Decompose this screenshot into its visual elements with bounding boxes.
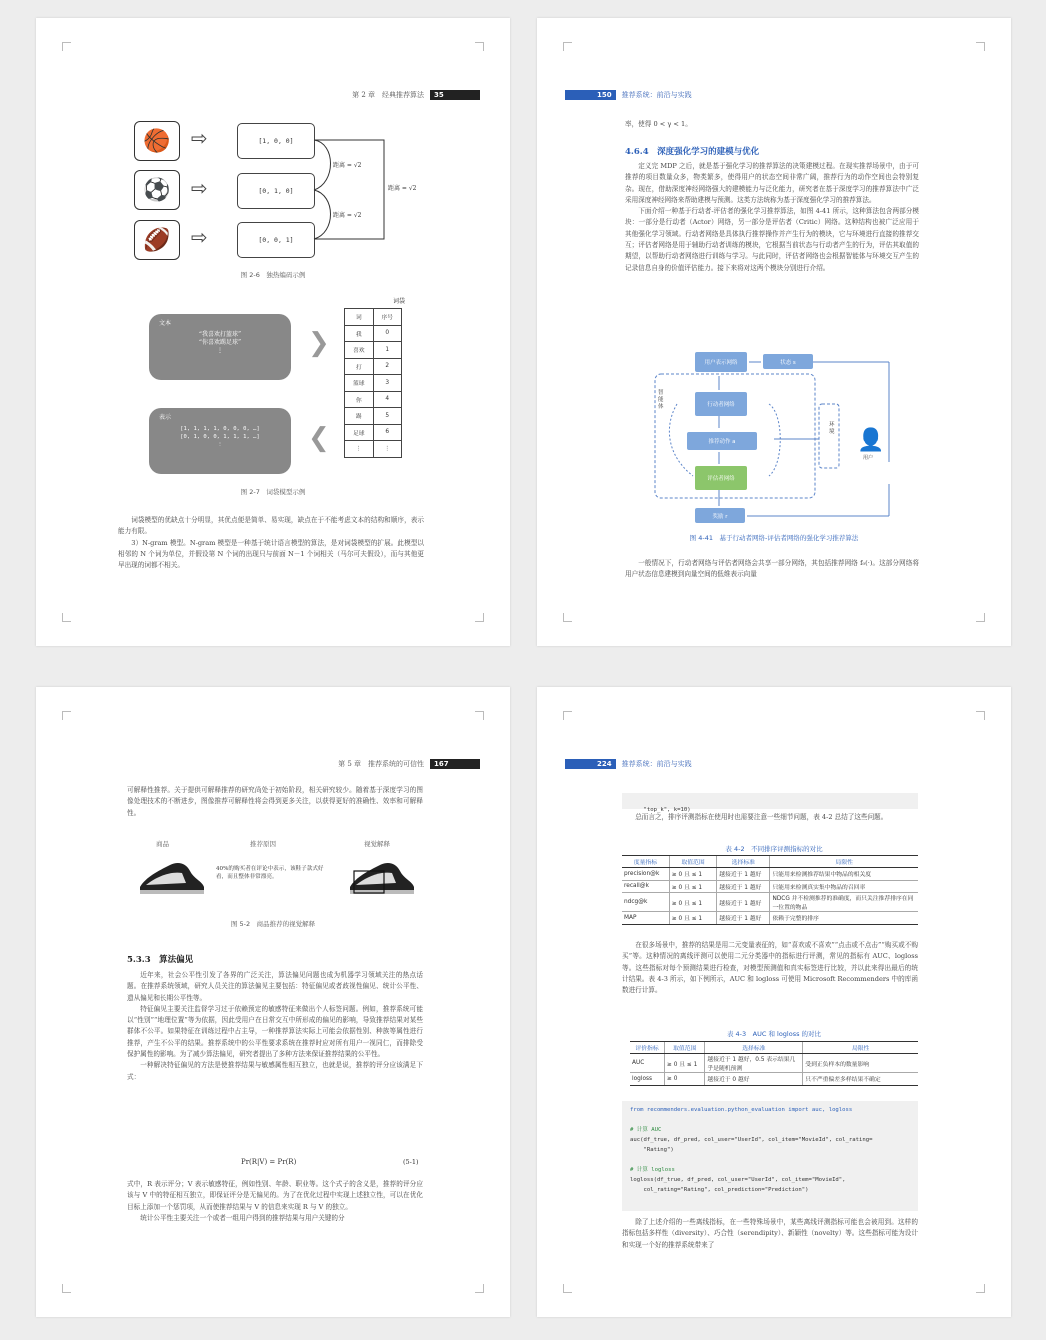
table-cell: 只能用来检测推荐结果中物品的相关度 — [770, 868, 918, 881]
paragraph: 一种解决特征偏见的方法是使推荐结果与敏感属性相互独立，也就是说，推荐的评分应该满足下式： — [127, 1061, 423, 1081]
body-text — [625, 558, 919, 581]
table-row — [622, 880, 918, 893]
body-text — [118, 515, 424, 571]
table-header: 度量指标 — [622, 856, 669, 868]
table-header: 选择标准 — [717, 856, 770, 868]
vocab-index: 3 — [373, 375, 402, 392]
code-line — [630, 1115, 910, 1125]
table-cell: MAP — [622, 912, 669, 925]
paragraph: 下面介绍一种基于行动者-评估者的强化学习推荐算法，如图 4-41 所示，这种算法包含两部分模块：一部分是行动者（Actor）网络，另一部分是评估者（Critic）网络。这种结构也被广泛应用于其他强化学习领域。行动者网络是具体执行推荐操作并产生行为的模块，它与环境进行直接的推荐交互；评估者网络是用于辅助行动者训练的模块，它根据当前状态与行动者产生的行为，评估其取值的期望，以帮助行动者网络进行训练与学习。与此同时，评估者网络也会根据智能体与环境交互产生的记录信息自身的价值评估能力。接下来将对这两个模块分别进行介绍。 — [625, 207, 919, 272]
distance-label: 距离 = √2 — [333, 162, 362, 169]
crop-mark — [563, 42, 572, 51]
page-35 — [36, 18, 510, 646]
table-cell: 越接近于 1 越好，0.5 表示结果几乎是随机预测 — [705, 1054, 803, 1073]
table-header: 评价指标 — [630, 1042, 665, 1054]
paragraph: 3）N-gram 模型。N-gram 模型是一种基于统计语言模型的算法，是对词袋模型的扩展。此模型以相邻的 N 个词为单位，并假设第 N 个词的出现只与前面 N－1 个词相关（马尔可夫假设），而与其他更早出现的词都不相关。 — [118, 538, 424, 570]
section-title: 5.3.3 算法偏见 — [127, 955, 194, 965]
paragraph: 词袋模型的优缺点十分明显，其优点便是简单、易实现，缺点在于不能考虑文本的结构和顺序，表示能力有限。 — [118, 516, 424, 536]
text-line — [625, 119, 925, 130]
table-cell: 越接近于 0 越好 — [705, 1073, 803, 1086]
table-header: 局限性 — [770, 856, 918, 868]
table-cell: ≥ 0 且 ≤ 1 — [669, 912, 716, 925]
body-text — [622, 812, 918, 823]
body-text — [622, 1217, 918, 1251]
distance-label: 距离 = √2 — [388, 185, 417, 192]
agent-label: 智能体 — [658, 390, 664, 410]
table-cell: ≥ 0 且 ≤ 1 — [665, 1054, 705, 1073]
arrow-icon: ⇨ — [191, 176, 208, 200]
figure-caption: 图 4-41 基于行动者网络-评估者网络的强化学习推荐算法 — [689, 534, 859, 542]
code-line: col_rating="Rating", col_prediction="Prediction") — [630, 1187, 809, 1193]
basketball-icon: 🏀 — [134, 121, 180, 161]
vocab-row — [345, 391, 402, 408]
page-number: 150 — [565, 90, 616, 100]
section-title: 4.6.4 深度强化学习的建模与优化 — [625, 147, 760, 157]
vocab-header: 序号 — [373, 309, 402, 326]
equation-number: (5-1) — [403, 1158, 419, 1166]
recommend-reason: 40%的购买者在评论中表示，该鞋子款式好看，而且整体非常漂亮。 — [216, 866, 324, 880]
vocab-row — [345, 325, 402, 342]
running-header — [565, 90, 692, 100]
page-224 — [537, 687, 1011, 1317]
metrics-table — [622, 855, 918, 925]
crop-mark — [62, 1284, 71, 1293]
code-block — [622, 1101, 918, 1211]
vocab-index: 1 — [373, 342, 402, 359]
paragraph: 一般情况下，行动者网络与评估者网络会共享一部分网络，其包括推荐网络 f₀(·)。这部分网络将用户状态信息建模到向量空间的低维表示向量 — [625, 559, 919, 579]
running-header — [352, 90, 480, 100]
chapter-header: 第 2 章 经典推荐算法 — [352, 91, 424, 99]
action-node: 推荐动作 a — [687, 432, 757, 450]
equation: Pr(R|V) = Pr(R) — [241, 1158, 297, 1166]
vocab-index: 2 — [373, 358, 402, 375]
vocab-title: 词袋 — [392, 298, 405, 305]
vocab-index: ⋮ — [373, 441, 402, 458]
page-number: 167 — [430, 759, 480, 769]
text-box-title: 文本 — [159, 320, 172, 327]
onehot-vector: [0, 0, 1] — [237, 222, 315, 258]
paragraph: 近年来，社会公平性引发了各界的广泛关注，算法偏见问题也成为机器学习领域关注的热点话题。在推荐系统领域，研究人员关注的算法偏见主要包括：特征偏见或者歧视性偏见、统计公平性、遗从偏见和长期公平性等。 — [127, 971, 423, 1002]
table-cell: precision@k — [622, 868, 669, 881]
table-4-3-wrap — [630, 1041, 918, 1086]
crop-mark — [475, 1284, 484, 1293]
table-caption: 表 4-3 AUC 和 logloss 的对比 — [726, 1030, 822, 1038]
crop-mark — [563, 1284, 572, 1293]
user-label: 用户 — [863, 455, 874, 461]
onehot-vector: [1, 0, 0] — [237, 123, 315, 159]
table-cell: 受到正负样本的数量影响 — [803, 1054, 918, 1073]
repr-line: [0, 1, 0, 0, 1, 1, 1, …] — [180, 434, 260, 440]
arrow-icon: ⇨ — [191, 126, 208, 150]
vocab-table — [344, 308, 402, 458]
figure-caption: 图 5-2 商品推荐的视觉解释 — [230, 920, 316, 928]
vocab-index: 0 — [373, 325, 402, 342]
vocab-word: 你 — [345, 391, 374, 408]
critic-node: 评估者网络 — [695, 466, 747, 490]
reward-node: 奖励 r — [695, 508, 745, 523]
code-line: "top_k", k=10) — [643, 807, 691, 813]
crop-mark — [976, 613, 985, 622]
book-header: 推荐系统：前沿与实践 — [621, 91, 692, 99]
table-caption: 表 4-2 不同排序评测指标的对比 — [725, 845, 823, 853]
paragraph: 定义完 MDP 之后，就是基于强化学习的推荐算法的决策建模过程。在现实推荐场景中，由于可推荐的项目数量众多，物类繁多，使得用户的状态空间非常广阔，推荐行为的动作空间也会特别复杂。现在，借助深度神经网络强大的建模能力与泛化能力，研究者在基于深度学习的推荐算法中广泛采用深度神经网络来帮助建模与预测。这类方法统称为基于深度强化学习的推荐算法。 — [625, 162, 919, 204]
state-node: 状态 s — [763, 354, 813, 369]
actor-node: 行动者网络 — [695, 392, 747, 416]
chevron-left-icon: ❮ — [308, 423, 330, 453]
text-box — [149, 314, 291, 380]
vocab-index: 5 — [373, 408, 402, 425]
figure-caption: 图 2-7 词袋模型示例 — [240, 488, 306, 496]
user-repr-node: 用户表示网络 — [695, 352, 747, 372]
crop-mark — [563, 613, 572, 622]
book-header: 推荐系统：前沿与实践 — [621, 760, 692, 768]
body-text — [127, 785, 423, 819]
sneaker-highlighted-image — [346, 857, 416, 897]
table-header: 取值范围 — [665, 1042, 705, 1054]
crop-mark — [976, 1284, 985, 1293]
table-cell: 越接近于 1 越好 — [717, 880, 770, 893]
table-cell: NDCG 并不检测推荐的准确度，而只关注推荐排序在同一位置的物品 — [770, 893, 918, 912]
chapter-header: 第 5 章 推荐系统的可信性 — [338, 760, 424, 768]
crop-mark — [976, 42, 985, 51]
code-line — [630, 1155, 910, 1165]
body-text — [127, 1179, 423, 1224]
crop-mark — [563, 711, 572, 720]
code-line: "Rating") — [630, 1147, 674, 1153]
code-line: logloss(df_true, df_pred, col_user="UserId", col_item="MovieId", — [630, 1177, 846, 1183]
vocab-row — [345, 441, 402, 458]
crop-mark — [62, 613, 71, 622]
user-icon: 👤 — [857, 428, 885, 453]
table-cell: 只能用来检测真实集中物品的召回率 — [770, 880, 918, 893]
paragraph: 总而言之，排序评测指标在使用时也需要注意一些细节问题，表 4-2 总结了这些问题。 — [635, 813, 888, 821]
auc-logloss-table — [630, 1041, 918, 1086]
soccer-ball-icon: ⚽ — [134, 170, 180, 210]
table-cell: 依赖于完整的排序 — [770, 912, 918, 925]
vocab-word: ⋮ — [345, 441, 374, 458]
repr-line: [1, 1, 1, 1, 0, 0, 0, …] — [180, 426, 260, 432]
table-row — [630, 1054, 918, 1073]
crop-mark — [475, 42, 484, 51]
vocab-word: 足球 — [345, 424, 374, 441]
table-cell: ≥ 0 且 ≤ 1 — [669, 868, 716, 881]
code-line: # 计算 logloss — [630, 1167, 675, 1173]
fig-label-visual: 视觉解释 — [364, 840, 390, 848]
body-text — [622, 940, 918, 996]
vocab-row — [345, 375, 402, 392]
first-line: 率，使得 0 < γ < 1。 — [625, 120, 692, 128]
fig-label-item: 商品 — [156, 840, 169, 848]
code-line: from recommenders.evaluation.python_evaluation import auc, logloss — [630, 1107, 853, 1113]
paragraph: 式中，R 表示评分；V 表示敏感特征，例如性别、年龄、职业等。这个式子的含义是，推荐的评分应该与 V 中的特征相互独立，即保证评分是无偏见的。为了在优化过程中实现上述独立性，可以在优化目标上添加一个惩罚项，从而使推荐结果与 V 的信息来实现 R 与 V 的独立。 — [127, 1180, 423, 1211]
onehot-vector: [0, 1, 0] — [237, 173, 315, 209]
table-cell: AUC — [630, 1054, 665, 1073]
environment-label: 环境 — [829, 422, 835, 435]
code-line: auc(df_true, df_pred, col_user="UserId", col_item="MovieId", col_rating= — [630, 1137, 873, 1143]
text-line: ⋮ — [217, 347, 223, 354]
vocab-word: 篮球 — [345, 375, 374, 392]
table-cell: 越接近于 1 越好 — [717, 868, 770, 881]
chevron-right-icon: ❯ — [308, 328, 330, 358]
body-text — [127, 970, 423, 1083]
table-header: 取值范围 — [669, 856, 716, 868]
vocab-word: 打 — [345, 358, 374, 375]
running-header — [565, 759, 692, 769]
code-line: # 计算 AUC — [630, 1127, 662, 1133]
body-text — [625, 161, 919, 274]
vocab-row — [345, 358, 402, 375]
table-row — [622, 868, 918, 881]
table-cell: recall@k — [622, 880, 669, 893]
table-cell: 只不严重偏差多样结果不确定 — [803, 1073, 918, 1086]
vocab-header: 词 — [345, 309, 374, 326]
distance-connectors — [306, 133, 396, 258]
table-header: 局限性 — [803, 1042, 918, 1054]
table-cell: 越接近于 1 越好 — [717, 912, 770, 925]
figure-caption: 图 2-6 独热编码示例 — [240, 271, 306, 279]
repr-line: ⋮ — [217, 442, 223, 448]
text-line: “我喜欢打篮球” — [198, 331, 242, 338]
table-cell: ≥ 0 — [665, 1073, 705, 1086]
crop-mark — [62, 42, 71, 51]
paragraph: 统计公平性主要关注一个或者一组用户得到的推荐结果与用户关键的分 — [140, 1213, 345, 1222]
table-row — [622, 893, 918, 912]
code-block — [622, 793, 918, 813]
text-line: “你喜欢踢足球” — [198, 339, 242, 346]
arrow-icon: ⇨ — [191, 225, 208, 249]
page-167 — [36, 687, 510, 1317]
table-cell: logloss — [630, 1073, 665, 1086]
table-cell: ≥ 0 且 ≤ 1 — [669, 893, 716, 912]
sneaker-image — [136, 857, 206, 897]
crop-mark — [976, 711, 985, 720]
distance-label: 距离 = √2 — [333, 212, 362, 219]
vocab-index: 6 — [373, 424, 402, 441]
table-row — [630, 1073, 918, 1086]
table-4-2-wrap — [622, 855, 918, 925]
running-header — [338, 759, 480, 769]
paragraph: 可解释性推荐。关于提供可解释推荐的研究尚处于初始阶段，相关研究较少。随着基于深度学习的图像处理技术的不断进步，图像推荐可解释性将会得到更多关注，以获得更好的准确性、效率和可解释性。 — [127, 786, 423, 817]
page-150 — [537, 18, 1011, 646]
crop-mark — [475, 613, 484, 622]
vocab-row — [345, 342, 402, 359]
vocab-row — [345, 424, 402, 441]
football-icon: 🏈 — [134, 220, 180, 260]
table-header: 选择标准 — [705, 1042, 803, 1054]
fig-label-reason: 推荐原因 — [250, 840, 276, 848]
crop-mark — [475, 711, 484, 720]
vocab-word: 踢 — [345, 408, 374, 425]
repr-box-title: 表示 — [159, 414, 172, 421]
representation-box — [149, 408, 291, 474]
paragraph: 在很多场景中，推荐的结果是用二元变量表征的，如“喜欢或不喜欢”“点击或不点击”“购买或不购买”等。这种情况的离线评测可以使用二元分类器中的指标进行评测，常见的指标有 AUC、logloss 等。这些指标对每个预测结果进行检查，对模型预测值和真实标签进行比较，并以此来得出最后的统计结果。表 4-3 所示，如下例所示，AUC 和 logloss 可使用 Microsoft Recommenders 中的库函数进行计算。 — [622, 941, 918, 995]
table-cell: ndcg@k — [622, 893, 669, 912]
page-number: 35 — [430, 90, 480, 100]
paragraph: 除了上述介绍的一些离线指标，在一些特殊场景中，某些离线评测指标可能也会被用到。这样的指标包括多样性（diversity）、巧合性（serendipity）、新颖性（novelty）等。这些指标可能为设计和实现一个好的推荐系统带来了 — [622, 1218, 918, 1249]
table-cell: ≥ 0 且 ≤ 1 — [669, 880, 716, 893]
table-cell: 越接近于 1 越好 — [717, 893, 770, 912]
page-number: 224 — [565, 759, 616, 769]
vocab-word: 喜欢 — [345, 342, 374, 359]
vocab-row — [345, 408, 402, 425]
vocab-word: 我 — [345, 325, 374, 342]
paragraph: 特征偏见主要关注监督学习过于依赖预定的敏感特征来做出个人标签问题。例如，推荐系统可能以“性别”“地理位置”等为依据，因此受用户在日常交互中所形成的偏见的影响，导致推荐结果对某些群体不公平。如果特征在训练过程中占主导，一种推荐算法实际上可能会依据性别、种族等属性进行推荐，产生不公平的结果。推荐系统中的公平性要求系统在推荐时应对所有用户一视同仁，而排除受保护属性的影响。为了减少算法偏见，研究者提出了多种方法来保证推荐结果的公平性。 — [127, 1004, 423, 1059]
vocab-index: 4 — [373, 391, 402, 408]
table-row — [622, 912, 918, 925]
crop-mark — [62, 711, 71, 720]
